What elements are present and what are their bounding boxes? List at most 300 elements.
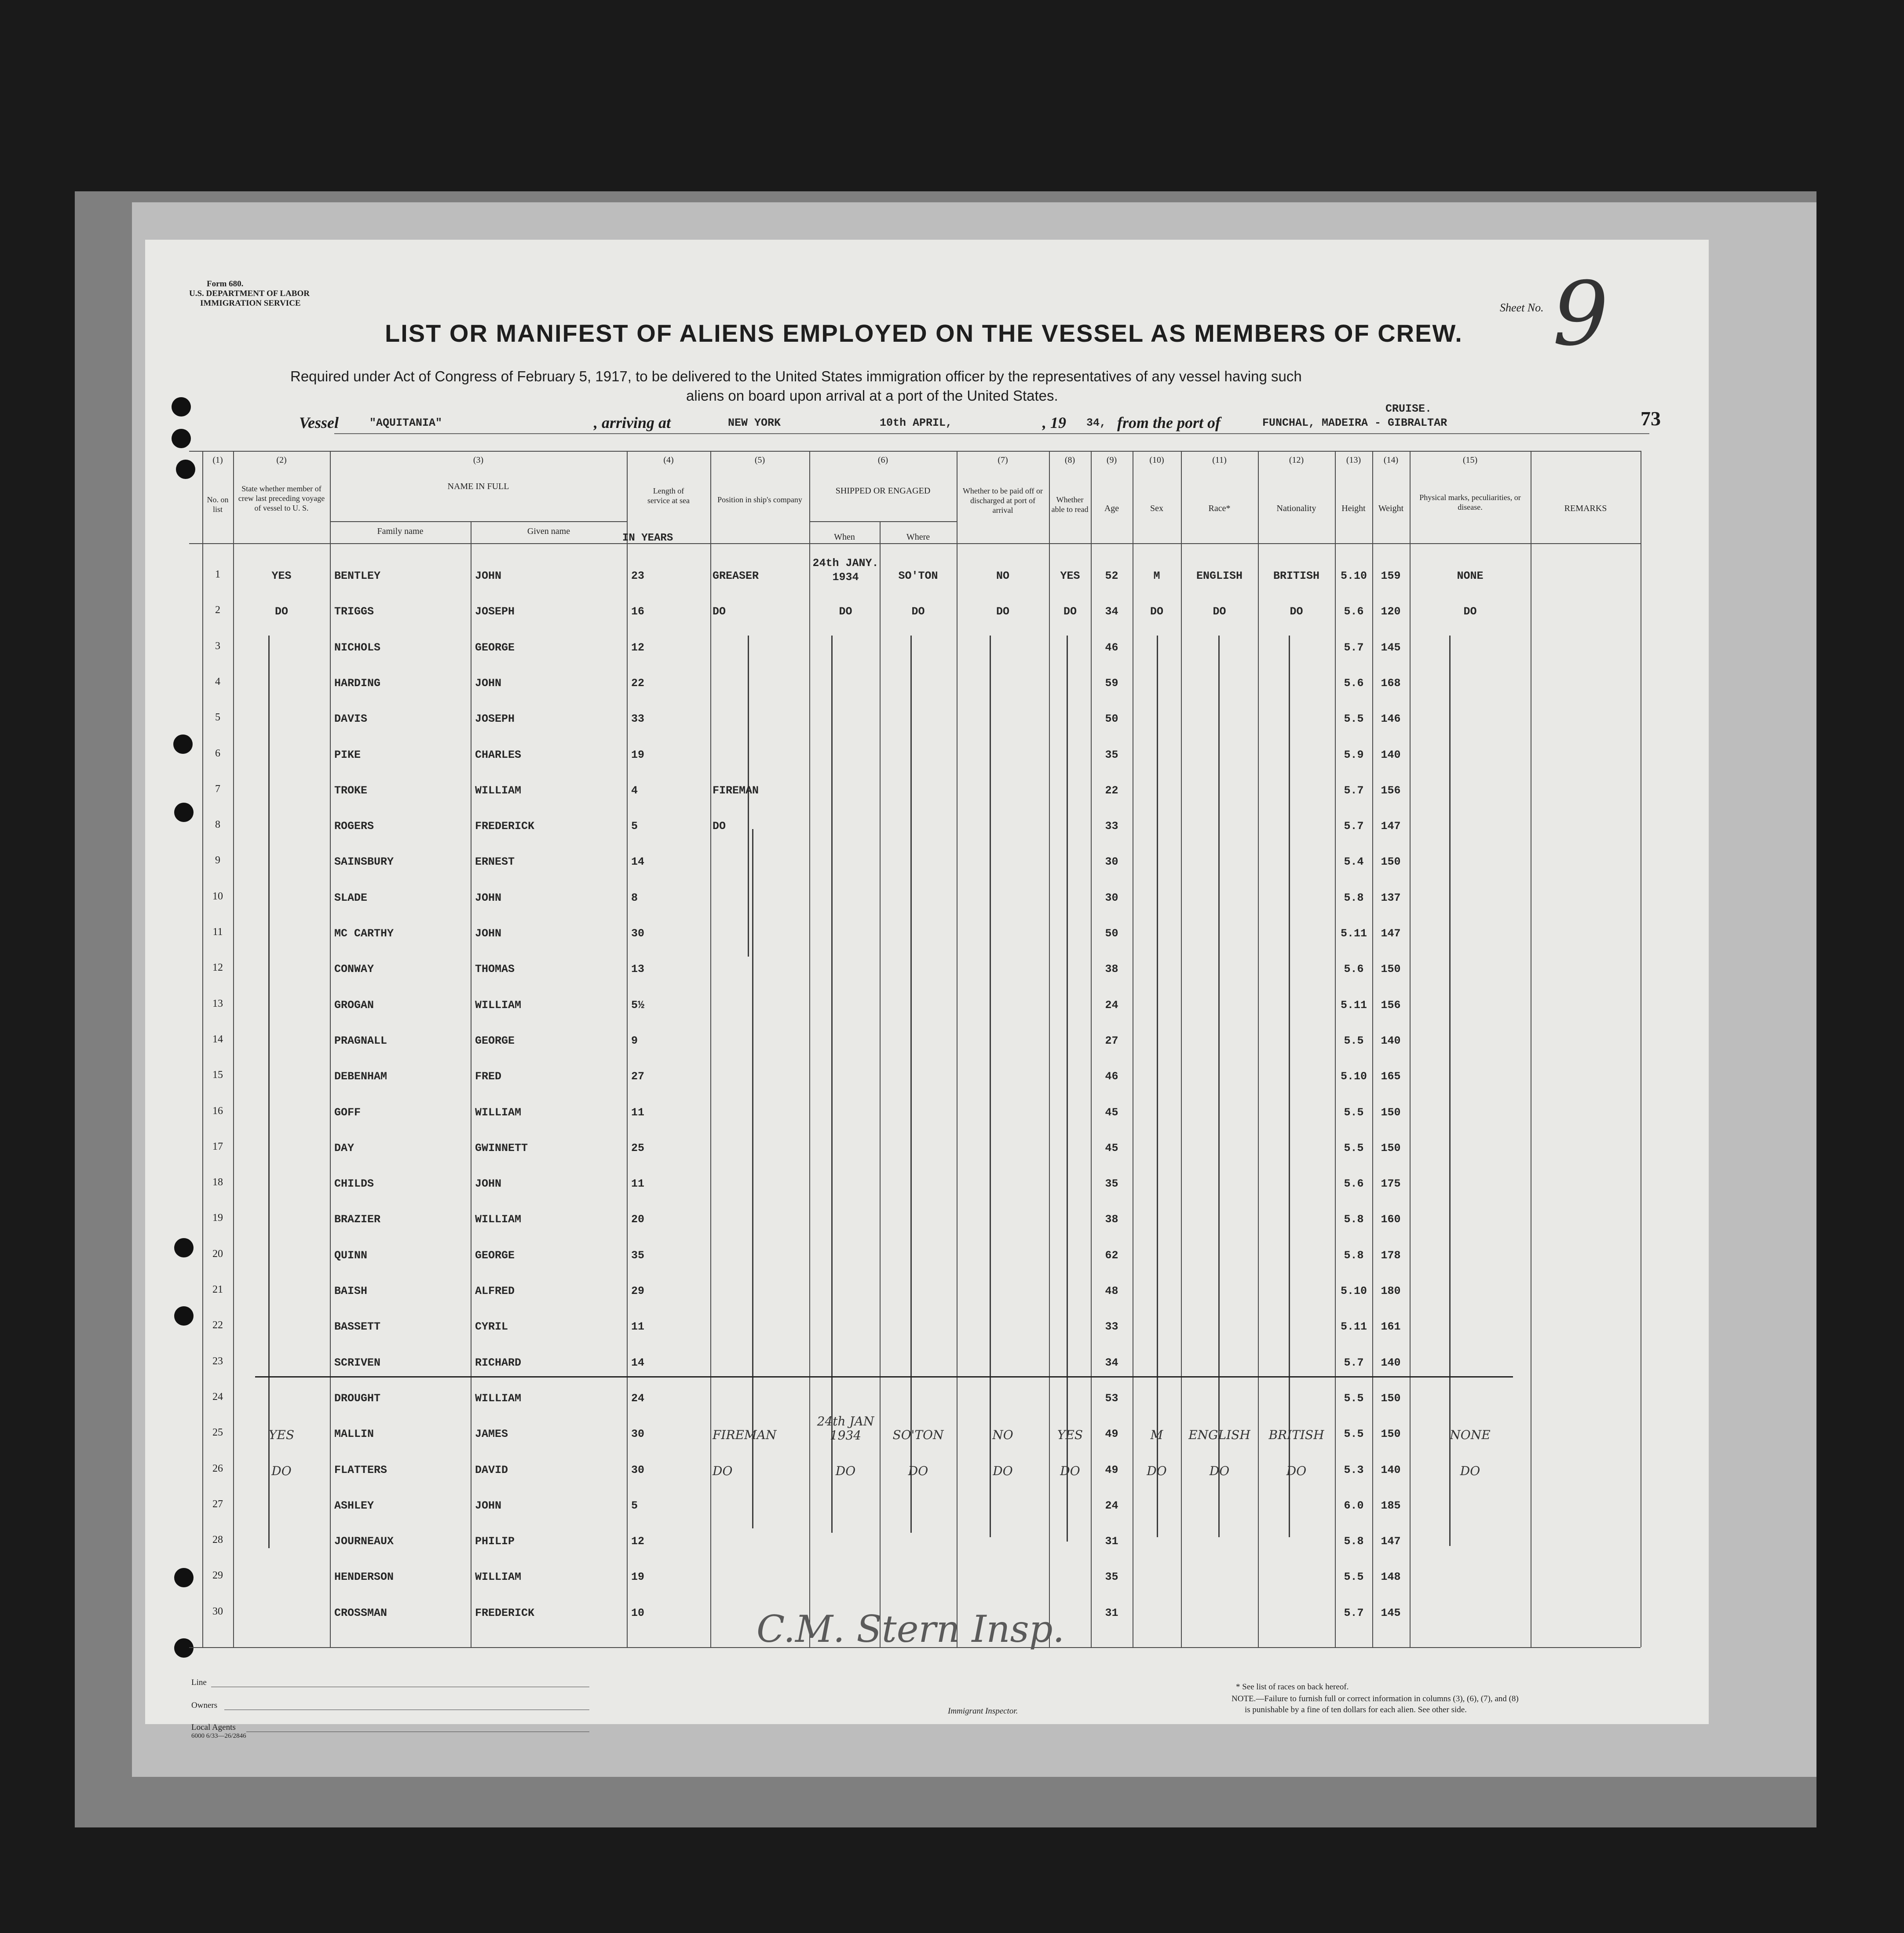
col-rule <box>809 451 810 1647</box>
col-11-number: (11) <box>1212 455 1227 465</box>
cell-physical-marks: DO <box>1463 605 1477 618</box>
cell-given-name: WILLIAM <box>475 1106 522 1119</box>
cell-row-number: 3 <box>215 640 220 652</box>
cell-physical-marks: DO <box>1460 1463 1480 1478</box>
cell-previous-voyage: DO <box>274 605 288 618</box>
cell-engaged-when: 24th JAN 1934 <box>817 1414 874 1443</box>
cell-height: 5.8 <box>1344 1249 1364 1262</box>
vessel-label: Vessel <box>299 414 339 431</box>
cell-family-name: CROSSMAN <box>334 1606 387 1619</box>
col-5-number: (5) <box>754 455 765 465</box>
cell-service-years: 4 <box>631 784 638 797</box>
cell-able-to-read: DO <box>1060 1463 1080 1478</box>
note-penalty-2: is punishable by a fine of ten dollars for each alien. See other side. <box>1245 1705 1467 1714</box>
vessel-name: "AQUITANIA" <box>369 417 442 429</box>
arrival-port: NEW YORK <box>728 417 781 429</box>
cell-age: 59 <box>1105 676 1118 690</box>
strike-line-row-24 <box>255 1376 1513 1378</box>
col-rule <box>330 451 331 1647</box>
cell-row-number: 13 <box>212 998 223 1009</box>
cell-row-number: 4 <box>215 676 220 687</box>
cell-height: 5.7 <box>1344 784 1364 797</box>
cell-weight: 150 <box>1381 855 1401 869</box>
cell-given-name: JOHN <box>475 891 502 904</box>
cell-row-number: 10 <box>212 890 223 902</box>
ditto-line <box>1289 636 1290 1537</box>
cell-height: 5.5 <box>1344 713 1364 726</box>
cell-service-years: 14 <box>631 1356 645 1369</box>
cell-row-number: 15 <box>212 1069 223 1081</box>
cell-height: 5.10 <box>1340 570 1367 582</box>
col-header-list-number: No. on list <box>207 495 229 514</box>
cell-service-years: 12 <box>631 641 645 654</box>
footer-agents-label: Local Agents <box>191 1723 236 1732</box>
cell-weight: 185 <box>1381 1499 1401 1512</box>
cell-given-name: JOSEPH <box>475 605 515 618</box>
cell-service-years: 13 <box>631 963 645 976</box>
cell-family-name: DAVIS <box>334 713 368 726</box>
inspector-label: Immigrant Inspector. <box>948 1706 1018 1716</box>
cell-family-name: HENDERSON <box>334 1571 394 1584</box>
cell-row-number: 14 <box>212 1033 223 1045</box>
note-races: * See list of races on back hereof. <box>1236 1682 1349 1692</box>
col-rule <box>1258 451 1259 1647</box>
cell-service-years: 24 <box>631 1392 645 1405</box>
cell-family-name: MALLIN <box>334 1428 374 1441</box>
cell-service-years: 5 <box>631 1499 638 1512</box>
cell-age: 38 <box>1105 1213 1118 1226</box>
cell-family-name: MC CARTHY <box>334 927 394 940</box>
cell-age: 52 <box>1105 570 1118 582</box>
binder-hole <box>174 1638 194 1658</box>
cell-height: 5.8 <box>1344 891 1364 904</box>
form-number: Form 680. <box>207 279 244 289</box>
cell-family-name: BENTLEY <box>334 570 381 582</box>
cell-row-number: 19 <box>212 1212 223 1224</box>
cell-family-name: PRAGNALL <box>334 1034 387 1047</box>
cell-row-number: 30 <box>212 1605 223 1617</box>
col-header-family-name: Family name <box>377 526 424 536</box>
cell-given-name: PHILIP <box>475 1535 515 1548</box>
cell-engaged-where: SO'TON <box>892 1428 944 1443</box>
cell-weight: 175 <box>1381 1177 1401 1191</box>
cell-weight: 145 <box>1381 1606 1401 1619</box>
col-2-number: (2) <box>276 455 287 465</box>
cell-nationality: BRITISH <box>1273 570 1320 582</box>
cell-weight: 150 <box>1381 1428 1401 1441</box>
cell-given-name: WILLIAM <box>475 1213 522 1226</box>
binder-hole <box>174 1568 194 1587</box>
ditto-line <box>910 636 912 1533</box>
cell-given-name: JOSEPH <box>475 713 515 726</box>
cell-family-name: HARDING <box>334 676 381 690</box>
cell-given-name: THOMAS <box>475 963 515 976</box>
cell-weight: 140 <box>1381 1463 1401 1476</box>
cell-weight: 120 <box>1381 605 1401 618</box>
cell-weight: 140 <box>1381 1356 1401 1369</box>
cell-service-years: 29 <box>631 1285 645 1297</box>
cell-row-number: 25 <box>212 1427 223 1439</box>
cell-weight: 150 <box>1381 1392 1401 1405</box>
ditto-line <box>831 636 833 1533</box>
cell-given-name: JOHN <box>475 676 502 690</box>
cell-row-number: 18 <box>212 1177 223 1188</box>
cell-given-name: WILLIAM <box>475 1571 522 1584</box>
cell-nationality: DO <box>1286 1463 1307 1478</box>
binder-hole <box>174 1238 194 1257</box>
binder-hole <box>176 460 195 479</box>
cell-weight: 180 <box>1381 1285 1401 1297</box>
col-6-number: (6) <box>877 455 888 465</box>
cruise-label: CRUISE. <box>1385 402 1432 415</box>
cell-given-name: CYRIL <box>475 1320 508 1334</box>
cell-row-number: 28 <box>212 1534 223 1546</box>
cell-engaged-when: 24th JANY. 1934 <box>812 557 879 584</box>
col-header-height: Height <box>1341 504 1366 513</box>
cell-service-years: 30 <box>631 1463 645 1476</box>
cell-age: 34 <box>1105 605 1118 618</box>
cell-weight: 140 <box>1381 748 1401 761</box>
service-unit: IN YEARS <box>622 532 673 544</box>
print-code: 6000 6/33—26/2846 <box>191 1732 246 1739</box>
cell-height: 5.9 <box>1344 748 1364 761</box>
cell-row-number: 8 <box>215 819 220 831</box>
cell-height: 5.4 <box>1344 855 1364 869</box>
ditto-line <box>1218 636 1220 1537</box>
cell-height: 5.10 <box>1340 1070 1367 1083</box>
ditto-line <box>1449 636 1451 1546</box>
cell-row-number: 11 <box>212 926 223 938</box>
ditto-line <box>1157 636 1158 1537</box>
col-rule <box>1181 451 1182 1647</box>
table-top-rule <box>189 451 1641 452</box>
cell-row-number: 20 <box>212 1248 223 1260</box>
cell-weight: 140 <box>1381 1034 1401 1047</box>
col-8-number: (8) <box>1064 455 1075 465</box>
cell-service-years: 8 <box>631 891 638 904</box>
cell-service-years: 30 <box>631 1428 645 1441</box>
cell-weight: 150 <box>1381 963 1401 976</box>
cell-weight: 147 <box>1381 820 1401 833</box>
cell-family-name: PIKE <box>334 748 361 761</box>
cell-weight: 150 <box>1381 1106 1401 1119</box>
cell-position: GREASER <box>713 570 759 582</box>
cell-age: 27 <box>1105 1034 1118 1047</box>
cell-service-years: 9 <box>631 1034 638 1047</box>
cell-age: 50 <box>1105 927 1118 940</box>
footer-owners-label: Owners <box>191 1701 218 1710</box>
cell-race: ENGLISH <box>1188 1428 1250 1443</box>
arriving-label: , arriving at <box>594 414 671 431</box>
cell-family-name: ROGERS <box>334 820 374 833</box>
cell-weight: 159 <box>1381 570 1401 582</box>
cell-age: 24 <box>1105 1499 1118 1512</box>
cell-row-number: 9 <box>215 855 220 866</box>
cell-service-years: 11 <box>631 1320 645 1334</box>
cell-service-years: 11 <box>631 1177 645 1191</box>
cell-service-years: 12 <box>631 1535 645 1548</box>
cell-family-name: GOFF <box>334 1106 361 1119</box>
cell-height: 5.11 <box>1340 927 1367 940</box>
cell-family-name: NICHOLS <box>334 641 381 654</box>
cell-weight: 168 <box>1381 676 1401 690</box>
cell-height: 5.5 <box>1344 1106 1364 1119</box>
sheet-label: Sheet No. <box>1500 301 1544 314</box>
cell-height: 5.8 <box>1344 1213 1364 1226</box>
cell-family-name: SCRIVEN <box>334 1356 381 1369</box>
cell-age: 45 <box>1105 1106 1118 1119</box>
note-penalty-1: NOTE.—Failure to furnish full or correct information in columns (3), (6), (7), and (8) <box>1232 1694 1519 1703</box>
col-header-position: Position in ship's company <box>717 495 802 504</box>
cell-given-name: RICHARD <box>475 1356 522 1369</box>
col-rule <box>1410 451 1411 1647</box>
cell-age: 35 <box>1105 1177 1118 1191</box>
cell-height: 5.10 <box>1340 1285 1367 1297</box>
col-10-number: (10) <box>1149 455 1164 465</box>
col-header-weight: Weight <box>1378 504 1404 513</box>
col-header-when: When <box>834 532 855 542</box>
cell-given-name: GEORGE <box>475 1249 515 1262</box>
cell-service-years: 25 <box>631 1141 645 1155</box>
cell-family-name: QUINN <box>334 1249 368 1262</box>
cell-family-name: BASSETT <box>334 1320 381 1334</box>
binder-hole <box>174 803 194 822</box>
vessel-underline <box>334 433 1649 434</box>
footer-line-label: Line <box>191 1678 207 1687</box>
cell-family-name: CONWAY <box>334 963 374 976</box>
cell-position: DO <box>713 820 726 833</box>
cell-age: 50 <box>1105 713 1118 726</box>
inspector-signature: C.M. Stern Insp. <box>756 1608 1065 1651</box>
department-label: U.S. DEPARTMENT OF LABOR <box>189 289 310 298</box>
col-header-where: Where <box>906 532 930 542</box>
cell-row-number: 27 <box>212 1498 223 1510</box>
col-14-number: (14) <box>1383 455 1399 465</box>
col-15-number: (15) <box>1462 455 1478 465</box>
cell-family-name: DROUGHT <box>334 1392 381 1405</box>
cell-family-name: TRIGGS <box>334 605 374 618</box>
year-prefix: , 19 <box>1042 414 1066 431</box>
cell-service-years: 14 <box>631 855 645 869</box>
cell-engaged-when: DO <box>835 1463 856 1478</box>
cell-age: 24 <box>1105 998 1118 1012</box>
cell-given-name: GWINNETT <box>475 1141 528 1155</box>
service-label: IMMIGRATION SERVICE <box>200 299 301 308</box>
cell-weight: 178 <box>1381 1249 1401 1262</box>
manifest-sheet <box>145 240 1709 1739</box>
cell-weight: 161 <box>1381 1320 1401 1334</box>
col-7-number: (7) <box>998 455 1008 465</box>
cell-family-name: GROGAN <box>334 998 374 1012</box>
cell-service-years: 11 <box>631 1106 645 1119</box>
cell-height: 5.5 <box>1344 1141 1364 1155</box>
cell-height: 5.5 <box>1344 1034 1364 1047</box>
binder-hole <box>173 734 193 754</box>
col-rule <box>233 451 234 1647</box>
cell-height: 5.6 <box>1344 605 1364 618</box>
cell-engaged-when: DO <box>839 605 852 618</box>
cell-height: 5.3 <box>1344 1463 1364 1476</box>
cell-given-name: FREDERICK <box>475 820 535 833</box>
cell-weight: 148 <box>1381 1571 1401 1584</box>
cell-age: 49 <box>1105 1428 1118 1441</box>
cell-row-number: 29 <box>212 1570 223 1582</box>
cell-given-name: GEORGE <box>475 641 515 654</box>
cell-row-number: 16 <box>212 1105 223 1117</box>
cell-race: DO <box>1209 1463 1230 1478</box>
cell-physical-marks: NONE <box>1450 1428 1491 1443</box>
cell-row-number: 5 <box>215 712 220 724</box>
header-bottom-rule <box>189 543 1641 544</box>
cell-height: 5.7 <box>1344 1606 1364 1619</box>
cell-row-number: 1 <box>215 569 220 580</box>
cell-age: 33 <box>1105 820 1118 833</box>
cell-paid-off: DO <box>996 605 1009 618</box>
cell-weight: 145 <box>1381 641 1401 654</box>
cell-age: 48 <box>1105 1285 1118 1297</box>
name-subheader-rule <box>330 521 627 522</box>
cell-race: DO <box>1213 605 1226 618</box>
cell-height: 5.7 <box>1344 641 1364 654</box>
col-9-number: (9) <box>1106 455 1117 465</box>
cell-service-years: 16 <box>631 605 645 618</box>
cell-engaged-where: DO <box>908 1463 928 1478</box>
cell-given-name: WILLIAM <box>475 998 522 1012</box>
cell-sex: DO <box>1150 605 1163 618</box>
cell-weight: 165 <box>1381 1070 1401 1083</box>
cell-age: 49 <box>1105 1463 1118 1476</box>
cell-row-number: 24 <box>212 1391 223 1403</box>
cell-given-name: WILLIAM <box>475 1392 522 1405</box>
cell-service-years: 30 <box>631 927 645 940</box>
cell-family-name: BAISH <box>334 1285 368 1297</box>
ditto-line <box>268 636 270 1548</box>
arrival-date: 10th APRIL, <box>880 417 953 429</box>
cell-height: 5.11 <box>1340 998 1367 1012</box>
cell-row-number: 2 <box>215 604 220 616</box>
cell-engaged-where: DO <box>911 605 925 618</box>
cell-able-to-read: YES <box>1060 570 1080 582</box>
cell-age: 62 <box>1105 1249 1118 1262</box>
cell-weight: 147 <box>1381 1535 1401 1548</box>
cell-row-number: 22 <box>212 1319 223 1331</box>
cell-row-number: 17 <box>212 1140 223 1152</box>
cell-age: 22 <box>1105 784 1118 797</box>
cell-family-name: ASHLEY <box>334 1499 374 1512</box>
col-rule <box>1091 451 1092 1647</box>
cell-able-to-read: YES <box>1057 1428 1083 1443</box>
cell-service-years: 19 <box>631 1571 645 1584</box>
cell-family-name: SAINSBURY <box>334 855 394 869</box>
cell-given-name: JAMES <box>475 1428 508 1441</box>
cell-service-years: 27 <box>631 1070 645 1083</box>
col-header-sex: Sex <box>1150 504 1163 513</box>
from-port-label: from the port of <box>1117 414 1221 431</box>
col-header-paid-off: Whether to be paid off or discharged at port of arrival <box>962 486 1043 515</box>
cell-position: DO <box>713 605 726 618</box>
cell-service-years: 23 <box>631 570 645 582</box>
cell-given-name: ERNEST <box>475 855 515 869</box>
year-suffix: 34, <box>1086 417 1107 429</box>
cell-weight: 156 <box>1381 998 1401 1012</box>
cell-row-number: 12 <box>212 962 223 974</box>
cell-given-name: FRED <box>475 1070 502 1083</box>
cell-position: FIREMAN <box>713 784 759 797</box>
col-header-previous-voyage: State whether member of crew last preceding voyage of vessel to U. S. <box>238 484 325 512</box>
col-header-remarks: REMARKS <box>1564 504 1607 513</box>
cell-weight: 137 <box>1381 891 1401 904</box>
col-header-given-name: Given name <box>527 526 570 536</box>
col-rule <box>202 451 203 1647</box>
cell-service-years: 22 <box>631 676 645 690</box>
cell-age: 31 <box>1105 1606 1118 1619</box>
cell-able-to-read: DO <box>1063 605 1077 618</box>
cell-family-name: TROKE <box>334 784 368 797</box>
cell-engaged-where: SO'TON <box>898 570 938 582</box>
cell-service-years: 5½ <box>631 998 645 1012</box>
cell-service-years: 10 <box>631 1606 645 1619</box>
cell-age: 31 <box>1105 1535 1118 1548</box>
binder-hole <box>174 1306 194 1326</box>
binder-hole <box>172 429 191 448</box>
cell-age: 46 <box>1105 1070 1118 1083</box>
cell-weight: 150 <box>1381 1141 1401 1155</box>
binder-hole <box>172 397 191 417</box>
cell-given-name: FREDERICK <box>475 1606 535 1619</box>
col-1-number: (1) <box>212 455 223 465</box>
sheet-number: 9 <box>1553 263 1609 365</box>
col-header-able-to-read: Whether able to read <box>1051 495 1089 514</box>
cell-row-number: 6 <box>215 747 220 759</box>
cell-height: 5.5 <box>1344 1571 1364 1584</box>
col-rule <box>880 521 881 1647</box>
cell-family-name: DAY <box>334 1141 354 1155</box>
cell-height: 5.6 <box>1344 1177 1364 1191</box>
cell-sex: M <box>1150 1428 1163 1443</box>
cell-nationality: DO <box>1290 605 1303 618</box>
ditto-line <box>752 829 753 1528</box>
subtitle-line-2: aliens on board upon arrival at a port of the United States. <box>686 387 1058 404</box>
cell-age: 45 <box>1105 1141 1118 1155</box>
col-13-number: (13) <box>1346 455 1361 465</box>
cell-age: 53 <box>1105 1392 1118 1405</box>
cell-family-name: SLADE <box>334 891 368 904</box>
cell-family-name: FLATTERS <box>334 1463 387 1476</box>
col-header-nationality: Nationality <box>1276 504 1316 513</box>
cell-weight: 160 <box>1381 1213 1401 1226</box>
col-header-race: Race* <box>1208 504 1231 513</box>
departure-ports: FUNCHAL, MADEIRA - GIBRALTAR <box>1262 417 1447 429</box>
col-header-physical-marks: Physical marks, peculiarities, or disease. <box>1419 493 1521 512</box>
cell-position: FIREMAN <box>713 1428 777 1443</box>
cell-row-number: 21 <box>212 1284 223 1295</box>
cell-weight: 156 <box>1381 784 1401 797</box>
cell-service-years: 35 <box>631 1249 645 1262</box>
cell-height: 5.8 <box>1344 1535 1364 1548</box>
cell-age: 38 <box>1105 963 1118 976</box>
cell-service-years: 19 <box>631 748 645 761</box>
cell-given-name: JOHN <box>475 570 502 582</box>
col-4-number: (4) <box>663 455 674 465</box>
cell-height: 5.6 <box>1344 963 1364 976</box>
col-rule <box>710 451 711 1647</box>
cell-nationality: BRITISH <box>1268 1428 1324 1443</box>
shipped-subheader-rule <box>809 521 957 522</box>
cell-service-years: 33 <box>631 713 645 726</box>
cell-paid-off: DO <box>993 1463 1013 1478</box>
subtitle-line-1: Required under Act of Congress of February 5, 1917, to be delivered to the United States immigration officer by the representatives of any vessel having such <box>290 368 1302 384</box>
cell-given-name: JOHN <box>475 1177 502 1191</box>
